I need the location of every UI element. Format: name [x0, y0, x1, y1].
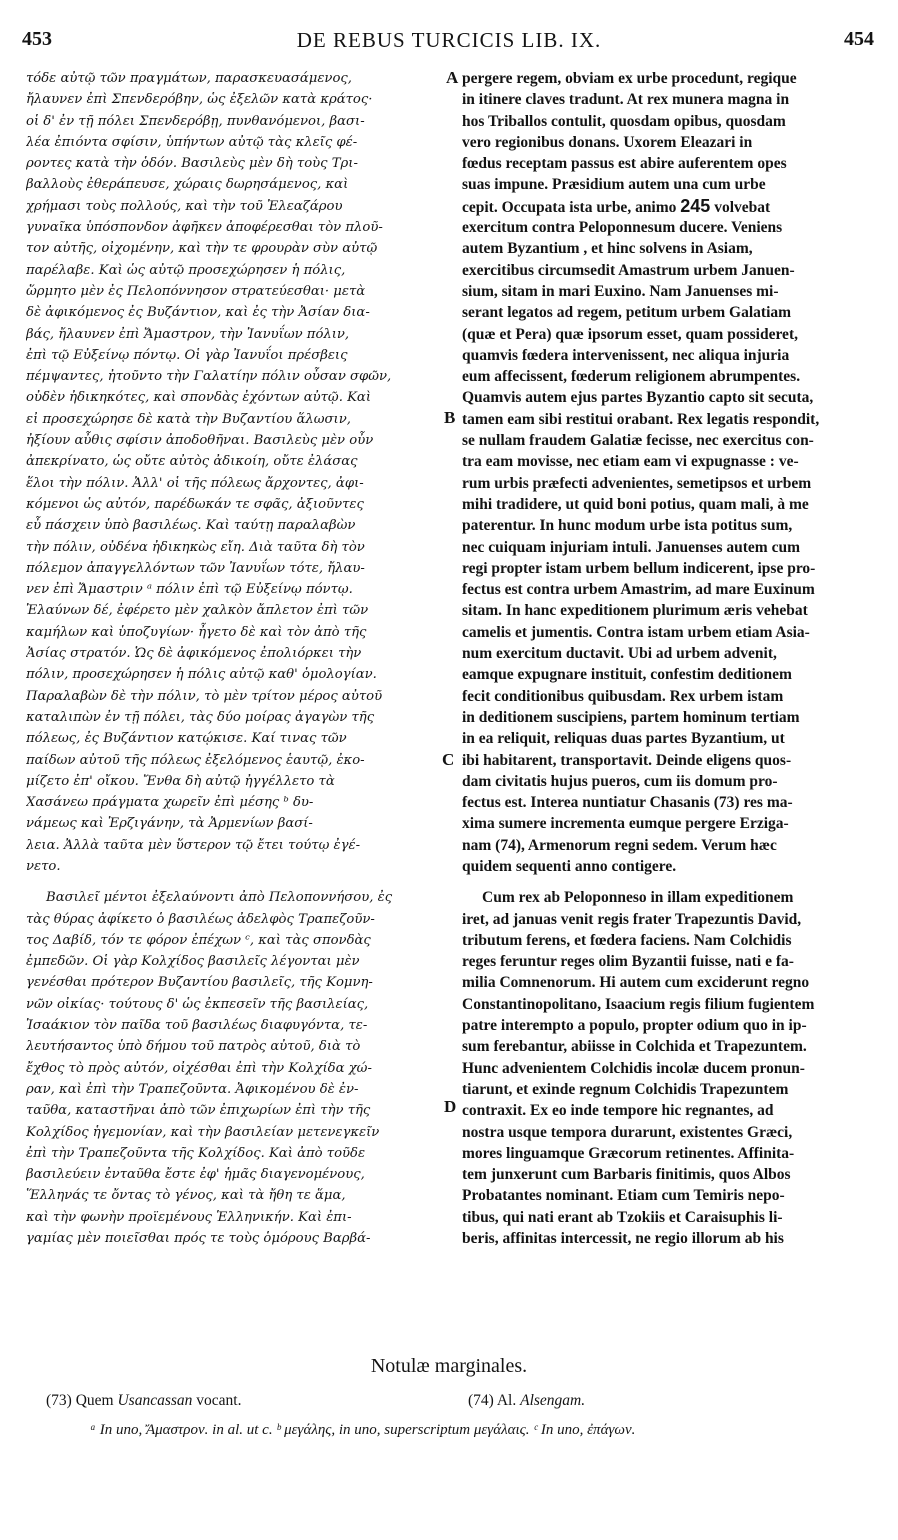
- greek-text-line: ἔχθος τὸ πρὸς αὐτόν, οἰχέσθαι ἐπὶ τὴν Κολχίδα χώ-: [26, 1060, 372, 1076]
- greek-text-line: ἐπὶ τῷ Εὐξείνῳ πόντῳ. Οἱ γὰρ Ἰανυΐοι πρέσβεις: [26, 347, 348, 363]
- folio-page-mark: 245: [680, 195, 711, 216]
- latin-text-line: fœdus receptam passus est abire auferentem opes: [462, 155, 787, 173]
- greek-text-line: πέμψαντες, ἠτοῦντο τὴν Γαλατίην πόλιν οὖσαν σφῶν,: [26, 369, 392, 385]
- latin-text-line: tra eam movisse, nec etiam eam vi expugnasse : ve-: [462, 453, 799, 471]
- greek-text-line: Βασιλεῖ μέντοι ἐξελαύνοντι ἀπὸ Πελοποννήσου, ἐς: [46, 890, 393, 906]
- greek-text-line: τόδε αὐτῷ τῶν πραγμάτων, παρασκευασάμενος,: [26, 71, 352, 86]
- latin-text-line: Quamvis autem ejus partes Byzantio capto sit secuta,: [462, 389, 814, 407]
- greek-text-line: λευτήσαντος ὑπὸ δήμου τοῦ πατρὸς αὐτοῦ, διὰ τὸ: [26, 1039, 361, 1055]
- greek-text-line: νεν ἐπὶ Ἄμαστριν ᵃ πόλιν ἐπὶ τῷ Εὐξείνῳ πόντῳ.: [26, 582, 353, 598]
- greek-text-line: τὴν πόλιν, οὐδένα ἠδικηκὼς εἴη. Διὰ ταῦτα δὴ τὸν: [26, 539, 365, 555]
- note-73-tail: vocant.: [196, 1392, 242, 1409]
- greek-text-line: βάς, ἤλαυνεν ἐπὶ Ἄμαστρον, τὴν Ἰανυΐων πόλιν,: [26, 326, 350, 342]
- note-73-number: (73): [46, 1392, 72, 1409]
- page-number-right: 454: [844, 28, 874, 50]
- greek-text-line: ραν, καὶ ἐπὶ τὴν Τραπεζοῦντα. Ἀφικομένου δὲ ἐν-: [26, 1081, 359, 1097]
- note-74-text: Al.: [496, 1392, 517, 1409]
- running-header: [18, 22, 880, 54]
- notes-title: Notulæ marginales.: [370, 1355, 528, 1377]
- greek-text-line: πόλεμον ἀπαγγελλόντων τῶν Ἰανυΐων τότε, ἤλαυ-: [26, 560, 365, 576]
- latin-text-line: Constantinopolitano, Isaacium regis filium fugientem: [462, 995, 815, 1013]
- latin-text-line: milia Comnenorum. Hi autem cum exciderunt regno: [462, 974, 810, 992]
- latin-text-line: se nullam fraudem Galatiæ fecisse, nec exercitus con-: [462, 432, 814, 450]
- latin-text-line: eamque expugnare instituit, confestim deditionem: [462, 666, 792, 684]
- note-74-name: Alsengam.: [520, 1392, 586, 1409]
- note-73-name: Usancassan: [117, 1392, 193, 1409]
- greek-text-line: λέα ἐπιόντα σφίσιν, ὑπήντων αὐτῷ τὰς κλεῖς φέ-: [26, 134, 358, 150]
- note-73: [46, 1392, 241, 1410]
- greek-text-line: Ἀσίας στρατόν. Ὡς δὲ ἀφικόμενος ἐπολιόρκει τὴν: [26, 646, 362, 662]
- note-74: [468, 1392, 585, 1410]
- note-74-number: (74): [468, 1392, 494, 1409]
- latin-text-line: nam (74), Armenorum regni sedem. Verum hæc: [462, 836, 777, 854]
- greek-text-line: Κολχίδος ἡγεμονίαν, καὶ τὴν βασιλείαν μετενεγκεῖν: [26, 1124, 380, 1140]
- latin-text-line: hos Triballos contulit, quosdam opibus, quosdam: [462, 112, 786, 130]
- latin-text-line: Hunc advenientem Colchidis incolæ ducem pronun-: [462, 1059, 805, 1077]
- latin-text-line: cepit. Occupata ista urbe, animo 245 volvebat: [462, 195, 771, 216]
- greek-text-line: γενέσθαι πρότερον Βυζαντίου βασιλεῖς, τῆς Κομνη-: [26, 975, 373, 991]
- greek-paragraph-gap: [26, 877, 442, 887]
- latin-text-line: in deditionem suscipiens, partem hominum tertiam: [462, 708, 800, 726]
- section-marker-d: D: [444, 1097, 457, 1116]
- greek-text-line: παίδων αὐτοῦ τῆς πόλεως ἐξελόμενος ἑαυτῷ, ἐκο-: [26, 752, 365, 768]
- greek-text-line: ὥρμητο μὲν ἐς Πελοπόννησον στρατεύεσθαι· μετὰ: [26, 283, 366, 299]
- greek-text-line: Παραλαβὼν δὲ τὴν πόλιν, τὸ μὲν τρίτον μέρος αὐτοῦ: [26, 688, 383, 704]
- section-marker-c: C: [442, 750, 455, 769]
- latin-text-line: in ea reliquit, reliquas duas partes Byzantium, ut: [462, 730, 785, 748]
- greek-text-line: τον αὐτῆς, οἰχομένην, καὶ τὴν τε φρουρὰν σὺν αὐτῷ: [26, 241, 378, 257]
- greek-text-line: Ἕλληνάς τε ὄντας τὸ γένος, καὶ τὰ ἤθη τε ἅμα,: [26, 1188, 346, 1204]
- note-73-text: Quem: [75, 1392, 114, 1409]
- greek-text-line: ἠξίουν αὖθις σφίσιν ἀποδοθῆναι. Βασιλεὺς μὲν οὖν: [26, 433, 374, 449]
- latin-text-line: dam civitatis hujus pueros, cum iis domum pro-: [462, 772, 778, 790]
- latin-text-line: nostra usque tempora durarunt, existentes Græci,: [462, 1123, 793, 1141]
- latin-text-line: fectus est. Interea nuntiatur Chasanis (73) res ma-: [462, 794, 793, 812]
- latin-text-line: num exercitum ductavit. Ubi ad urbem advenit,: [462, 645, 777, 663]
- greek-text-line: δὲ ἀφικόμενος ἐς Βυζάντιον, καὶ ἐς τὴν Ἀσίαν δια-: [26, 305, 370, 321]
- latin-text-line: tibus, qui nati erant ab Tzokiis et Caraisuphis li-: [462, 1208, 783, 1226]
- latin-text-line: patre interempto a populo, propter odium quo in ip-: [462, 1017, 807, 1035]
- greek-text-line: καμήλων καὶ ὑποζυγίων· ἦγετο δὲ καὶ τὸν ἀπὸ τῆς: [26, 624, 367, 640]
- greek-text-line: εἰ προσεχώρησε δὲ κατὰ τὴν Βυζαντίου ἅλωσιν,: [26, 411, 351, 427]
- greek-text-line: πόλεως, ἐς Βυζάντιον κατῴκισε. Καί τινας τῶν: [26, 731, 347, 747]
- latin-text-line: tamen eam sibi restitui orabant. Rex legatis respondit,: [462, 410, 820, 428]
- greek-text-line: βαλλοὺς ἐθεράπευσε, χώραις δωρησάμενος, καὶ: [26, 177, 349, 193]
- latin-text-line: iret, ad januas venit regis frater Trapezuntis David,: [462, 910, 802, 928]
- latin-text-line: pergere regem, obviam ex urbe procedunt, regique: [462, 70, 797, 87]
- latin-text-line: autem Byzantium , et hinc solvens in Asiam,: [462, 240, 753, 258]
- latin-text-line: sium, sitam in mari Euxino. Nam Januenses mi-: [462, 282, 779, 300]
- greek-text-line: κόμενοι ὡς αὐτόν, παρέδωκάν τε σφᾶς, ἀξιοῦντες: [26, 496, 364, 512]
- variant-readings: ᵃ In uno, Ἄμαστρον. in al. ut c. ᵇ μεγάλης, in uno, superscriptum μεγάλαις. ᶜ In uno, ἐπάγων.: [90, 1422, 636, 1438]
- greek-text-line: ἤλαυνεν ἐπὶ Σπενδερόβην, ὡς ἐξελῶν κατὰ κράτος·: [26, 92, 373, 108]
- latin-text-line: eum affecissent, fœderum religionem abrumpentes.: [462, 368, 801, 386]
- greek-text-line: παρέλαβε. Καὶ ὡς αὐτῷ προσεχώρησεν ἡ πόλις,: [26, 262, 346, 278]
- latin-text-line: sitam. In hanc expeditionem plurimum æris vehebat: [462, 602, 808, 620]
- greek-text-line: τὰς θύρας ἀφίκετο ὁ βασιλέως ἀδελφὸς Τραπεζοῦν-: [26, 911, 375, 927]
- latin-text-line: sum ferebantur, abiisse in Colchida et Trapezuntem.: [462, 1038, 807, 1056]
- latin-paragraph-gap: [462, 877, 868, 887]
- latin-text-line: rum urbis præfecti advenientes, semetipsos et urbem: [462, 474, 812, 492]
- greek-text-line: Ἰσαάκιον τὸν παῖδα τοῦ βασιλέως διαφυγόντα, τε-: [26, 1018, 368, 1034]
- latin-text-line: exercitum contra Peloponnesum ducere. Veniens: [462, 219, 783, 237]
- greek-text-line: οἱ δ' ἐν τῇ πόλει Σπενδερόβῃ, πυνθανόμενοι, βασι-: [26, 113, 365, 129]
- latin-text-line: fecit conditionibus quibusdam. Rex urbem istam: [462, 687, 784, 705]
- latin-text-line: xima sumere incrementa eumque pergere Erziga-: [462, 815, 789, 833]
- latin-text-line: paterentur. In hunc modum urbe ista potitus sum,: [462, 517, 793, 535]
- latin-text-line: ibi habitarent, transportavit. Deinde eligens quos-: [462, 751, 792, 769]
- greek-column: [26, 68, 442, 1249]
- latin-text-line: suas impune. Præsidium autem una cum urbe: [462, 176, 766, 194]
- greek-text-line: οὐδὲν ἠδικηκότες, καὶ σπονδὰς ἐχόντων αὐτῷ. Καὶ: [26, 390, 371, 406]
- greek-text-line: μίζετο ἐπ' οἴκου. Ἔνθα δὴ αὐτῷ ἠγγέλλετο τὰ: [26, 773, 335, 789]
- greek-text-line: ροντες κατὰ τὴν ὁδόν. Βασιλεὺς μὲν δὴ τοὺς Τρι-: [26, 156, 358, 172]
- greek-text-line: εὖ πάσχειν ὑπὸ βασιλέως. Καὶ ταύτῃ παραλαβὼν: [26, 518, 356, 534]
- latin-text-line: contraxit. Ex eo inde tempore hic regnantes, ad: [462, 1102, 774, 1120]
- section-marker-b: B: [444, 408, 456, 427]
- greek-text-line: νάμεως καὶ Ἐρζιγάνην, τὰ Ἀρμενίων βασί-: [26, 816, 313, 832]
- greek-text-line: λεια. Ἀλλὰ ταῦτα μὲν ὕστερον τῷ ἔτει τούτῳ ἐγέ-: [26, 837, 361, 853]
- latin-text-line: camelis et jumentis. Contra istam urbem etiam Asia-: [462, 623, 810, 641]
- greek-text-line: βασιλεύειν ἐνταῦθα ἔστε ἐφ' ἡμᾶς διαγενομένους,: [26, 1167, 365, 1183]
- greek-text-line: χρήμασι τοὺς πολλούς, καὶ τὴν τοῦ Ἐλεαζάρου: [26, 198, 343, 214]
- page-number-left: 453: [22, 28, 52, 50]
- greek-text-line: νῶν οἰκίας· τούτους δ' ὡς ἐκπεσεῖν τῆς βασιλείας,: [26, 996, 369, 1012]
- greek-text-line: ἐμπεδῶν. Οἱ γὰρ Κολχίδος βασιλεῖς λέγονται μὲν: [26, 954, 360, 970]
- latin-text-line: quidem sequenti anno contigere.: [462, 857, 677, 875]
- latin-text-line: fectus est contra urbem Amastrim, ad mare Euxinum: [462, 581, 815, 599]
- latin-text-line: (quæ et Pera) quæ ipsorum esset, quam possideret,: [462, 325, 798, 343]
- latin-column: [462, 68, 868, 1249]
- greek-text-line: νετο.: [26, 858, 61, 874]
- greek-text-line: Ἐλαύνων δέ, ἐφέρετο μὲν χαλκὸν ἄπλετον ἐπὶ τῶν: [26, 603, 369, 619]
- latin-text-line: tributum ferens, et fœdera faciens. Nam Colchidis: [462, 931, 792, 949]
- latin-text-line: serant legatos ad regem, petitum urbem Galatiam: [462, 304, 792, 322]
- latin-text-line: regi propter istam urbem bellum indicerent, ipse pro-: [462, 559, 816, 577]
- running-title: DE REBUS TURCICIS LIB. IX.: [296, 28, 602, 52]
- greek-text-line: πόλιν, προσεχώρησεν ἡ πόλις αὐτῷ καθ' ὁμολογίαν.: [26, 667, 377, 683]
- latin-text-line: mihi tradidere, ut quid boni potius, quam mali, à me: [462, 495, 809, 513]
- latin-text-line: Cum rex ab Peloponneso in illam expeditionem: [482, 889, 794, 907]
- greek-text-line: ἀπεκρίνατο, ὡς οὔτε αὐτὸς ἀδικοίη, οὔτε ἐλάσας: [26, 454, 358, 470]
- latin-text-line: reges feruntur reges olim Byzantii fuisse, nati e fa-: [462, 953, 794, 971]
- greek-text-line: Χασάνεω πράγματα χωρεῖν ἐπὶ μέσης ᵇ δυ-: [26, 795, 314, 811]
- latin-text-line: nec cuiquam injuriam intuli. Januenses autem cum: [462, 538, 801, 556]
- section-marker-a: A: [446, 68, 459, 87]
- latin-text-line: quamvis fœdera intervenissent, nec aliqua injuria: [462, 346, 790, 364]
- latin-text-line: beris, affinitas intercessit, ne regio illorum ab his: [462, 1230, 784, 1248]
- greek-text-line: ἐπὶ τὴν Τραπεζοῦντα τῆς Κολχίδος. Καὶ ἀπὸ τοῦδε: [26, 1145, 366, 1161]
- greek-text-line: ταῦθα, καταστῆναι ἀπὸ τῶν ἐπιχωρίων ἐπὶ τὴν τῆς: [26, 1103, 371, 1119]
- greek-text-line: ἕλοι τὴν πόλιν. Ἀλλ' οἱ τῆς πόλεως ἄρχοντες, ἀφι-: [26, 475, 364, 491]
- latin-text-line: vero regionibus donans. Uxorem Eleazari in: [462, 133, 753, 151]
- latin-text-line: mores linguamque Græcorum retinentes. Affinita-: [462, 1144, 795, 1162]
- greek-text-line: καὶ τὴν φωνὴν προϊεμένους Ἑλληνικήν. Καὶ ἐπι-: [26, 1209, 352, 1225]
- latin-text-line: Probatantes nominant. Etiam cum Temiris nepo-: [462, 1187, 785, 1205]
- greek-text-line: τος Δαβίδ, τόν τε φόρον ἐπέχων ᶜ, καὶ τὰς σπονδὰς: [26, 932, 371, 948]
- latin-text-line: exercitibus circumsedit Amastrum urbem Januen-: [462, 261, 795, 279]
- latin-text-line: tem junxerunt cum Barbaris finitimis, quos Albos: [462, 1166, 791, 1184]
- greek-text-line: γυναῖκα ὑπόσπονδον ἀφῆκεν ἀποφέρεσθαι τὸν πλοῦ-: [26, 220, 383, 236]
- latin-text-line: in itinere claves tradunt. At rex munera magna in: [462, 91, 790, 109]
- latin-text-line: tiarunt, et exinde regnum Colchidis Trapezuntem: [462, 1080, 789, 1098]
- greek-text-line: γαμίας μὲν ποιεῖσθαι πρός τε τοὺς ὁμόρους Βαρβά-: [26, 1231, 371, 1247]
- greek-text-line: καταλιπὼν ἐν τῇ πόλει, τὰς δύο μοίρας ἀγαγὼν τῆς: [26, 709, 375, 725]
